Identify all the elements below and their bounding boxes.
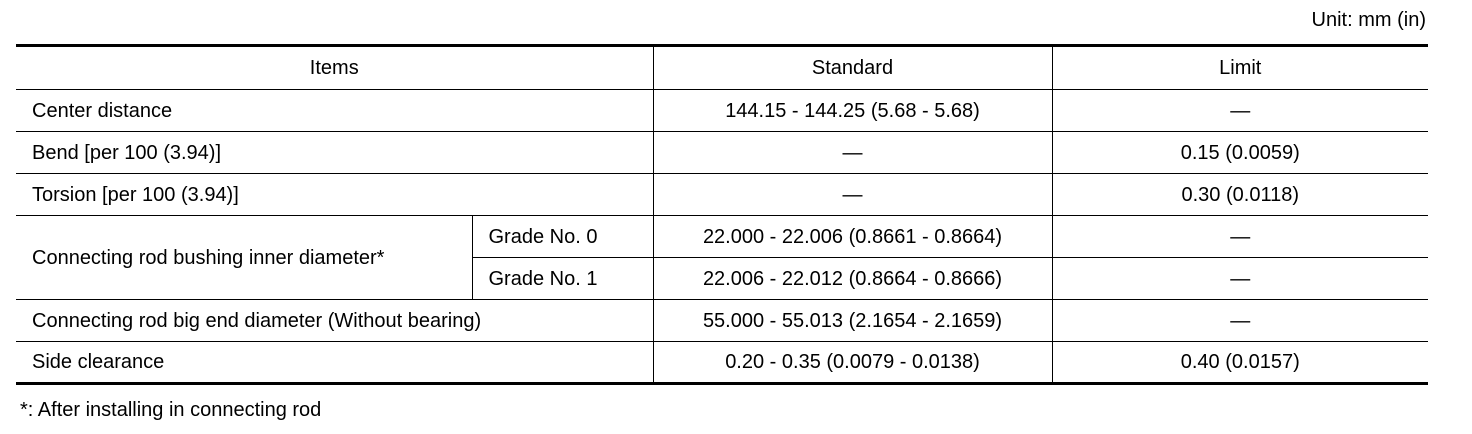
limit-cell: 0.15 (0.0059)	[1052, 132, 1428, 174]
standard-cell: 22.006 - 22.012 (0.8664 - 0.8666)	[653, 258, 1052, 300]
table-row	[16, 174, 1428, 216]
table-row	[16, 132, 1428, 174]
table-row	[16, 90, 1428, 132]
standard-cell: 144.15 - 144.25 (5.68 - 5.68)	[653, 90, 1052, 132]
item-cell: Bend [per 100 (3.94)]	[16, 132, 653, 174]
limit-cell: —	[1052, 90, 1428, 132]
item-cell: Connecting rod bushing inner diameter*	[16, 216, 472, 300]
standard-cell: —	[653, 132, 1052, 174]
standard-cell: 55.000 - 55.013 (2.1654 - 2.1659)	[653, 300, 1052, 342]
item-cell: Center distance	[16, 90, 653, 132]
grade-cell: Grade No. 0	[472, 216, 653, 258]
header-row	[16, 46, 1428, 90]
table-row	[16, 216, 1428, 258]
standard-cell: 22.000 - 22.006 (0.8661 - 0.8664)	[653, 216, 1052, 258]
limit-cell: 0.30 (0.0118)	[1052, 174, 1428, 216]
header-standard: Standard	[653, 46, 1052, 90]
standard-cell: 0.20 - 0.35 (0.0079 - 0.0138)	[653, 342, 1052, 384]
grade-cell: Grade No. 1	[472, 258, 653, 300]
table-row	[16, 342, 1428, 384]
item-cell: Connecting rod big end diameter (Without bearing)	[16, 300, 653, 342]
header-limit: Limit	[1052, 46, 1428, 90]
item-cell: Side clearance	[16, 342, 653, 384]
footnote: *: After installing in connecting rod	[20, 399, 322, 421]
limit-cell: —	[1052, 300, 1428, 342]
spec-table	[16, 44, 1428, 385]
limit-cell: —	[1052, 258, 1428, 300]
item-cell: Torsion [per 100 (3.94)]	[16, 174, 653, 216]
standard-cell: —	[653, 174, 1052, 216]
header-items: Items	[16, 46, 653, 90]
unit-note: Unit: mm (in)	[1311, 9, 1426, 31]
table-row	[16, 300, 1428, 342]
limit-cell: 0.40 (0.0157)	[1052, 342, 1428, 384]
limit-cell: —	[1052, 216, 1428, 258]
